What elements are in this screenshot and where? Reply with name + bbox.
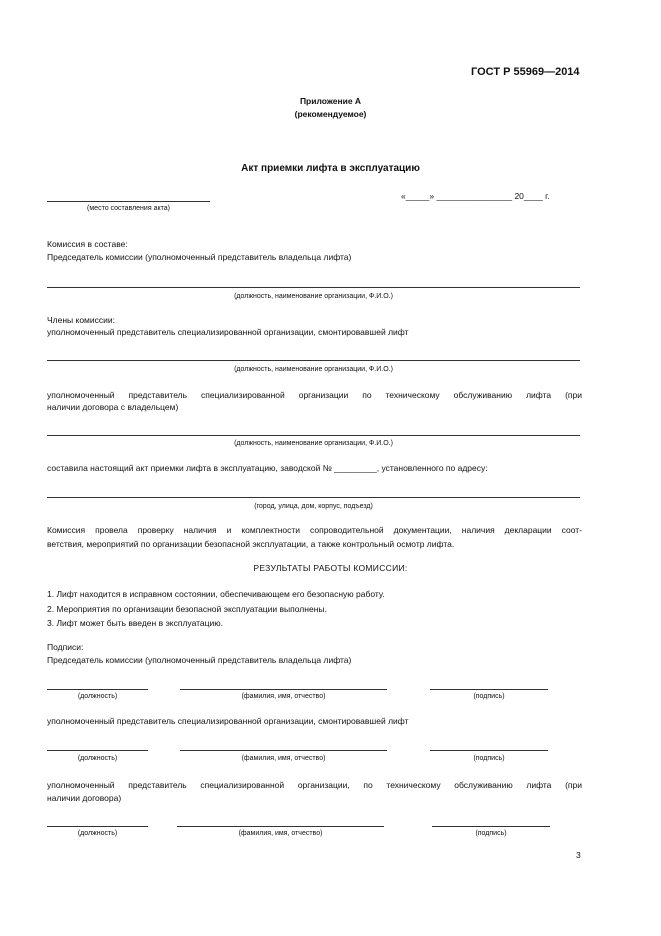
sign-position-caption: (должность) [77,755,118,762]
sign-name-line [177,826,384,827]
sign-signature-line [430,750,548,751]
sign-position-line [47,826,148,827]
member2-label-line1: уполномоченный представитель специализированной организации по техническому обслуживанию лифта (при [47,390,582,400]
document-title: Акт приемки лифта в эксплуатацию [241,163,420,174]
appendix-title: Приложение А [299,96,362,106]
member2-caption: (должность, наименование организации, Ф.И.О.) [234,440,393,447]
sign-signature-line [430,689,548,690]
sign-signature-caption: (подпись) [475,830,507,837]
signatures-label: Подписи: [47,642,84,652]
sign-position-line [47,750,148,751]
place-caption: (место составления акта) [87,205,170,212]
member1-label: уполномоченный представитель специализированной организации, смонтировавшей лифт [47,327,409,337]
sign-signature-caption: (подпись) [473,755,505,762]
sign-position-caption: (должность) [77,830,118,837]
results-heading: РЕЗУЛЬТАТЫ РАБОТЫ КОМИССИИ: [253,563,408,573]
members-label: Члены комиссии: [47,315,116,325]
sign-name-line [180,689,387,690]
date-field: «_____» ________________ 20____ г. [401,191,550,201]
check-text-line2: ветствия, мероприятий по организации безопасной эксплуатации, а также контрольный осмотр лифта. [47,539,455,549]
sign-name-caption: (фамилия, имя, отчество) [238,830,323,837]
sign-name-caption: (фамилия, имя, отчество) [241,693,326,700]
result-item: 1. Лифт находится в исправном состоянии, обеспечивающем его безопасную работу. [47,589,385,599]
member1-line [47,360,580,361]
chairman-label: Председатель комиссии (уполномоченный представитель владельца лифта) [47,252,352,262]
commission-intro: Комиссия в составе: [47,239,128,249]
appendix-note: (рекомендуемое) [294,109,367,119]
place-line [47,201,210,202]
sign-signature-line [432,826,550,827]
address-line [47,497,580,498]
sign-position-caption: (должность) [77,693,118,700]
member2-label-line2: наличии договора с владельцем) [47,402,179,412]
page-number: 3 [576,850,581,860]
result-item: 2. Мероприятия по организации безопасной эксплуатации выполнены. [47,604,327,614]
check-text-line1: Комиссия провела проверку наличия и комплектности сопроводительной документации, наличия декларации соот- [47,525,582,535]
sign-name-caption: (фамилия, имя, отчество) [241,755,326,762]
sign-position-line [47,689,148,690]
member1-caption: (должность, наименование организации, Ф.И.О.) [234,366,393,373]
sign-maintainer-label-line2: наличии договора) [47,793,122,803]
chairman-line [47,287,580,288]
member2-line [47,435,580,436]
act-statement: составила настоящий акт приемки лифта в эксплуатацию, заводской № _________, установленного по адресу: [47,463,488,473]
address-caption: (город, улица, дом, корпус, подъезд) [254,503,373,510]
standard-header: ГОСТ Р 55969—2014 [471,66,580,78]
sign-name-line [180,750,387,751]
sign-signature-caption: (подпись) [473,693,505,700]
sign-maintainer-label-line1: уполномоченный представитель специализированной организации, по техническому обслуживанию лифта (при [47,780,582,790]
result-item: 3. Лифт может быть введен в эксплуатацию. [47,618,223,628]
chairman-caption: (должность, наименование организации, Ф.И.О.) [234,293,393,300]
sign-chairman-label: Председатель комиссии (уполномоченный представитель владельца лифта) [47,655,352,665]
sign-installer-label: уполномоченный представитель специализированной организации, смонтировавшей лифт [47,716,409,726]
